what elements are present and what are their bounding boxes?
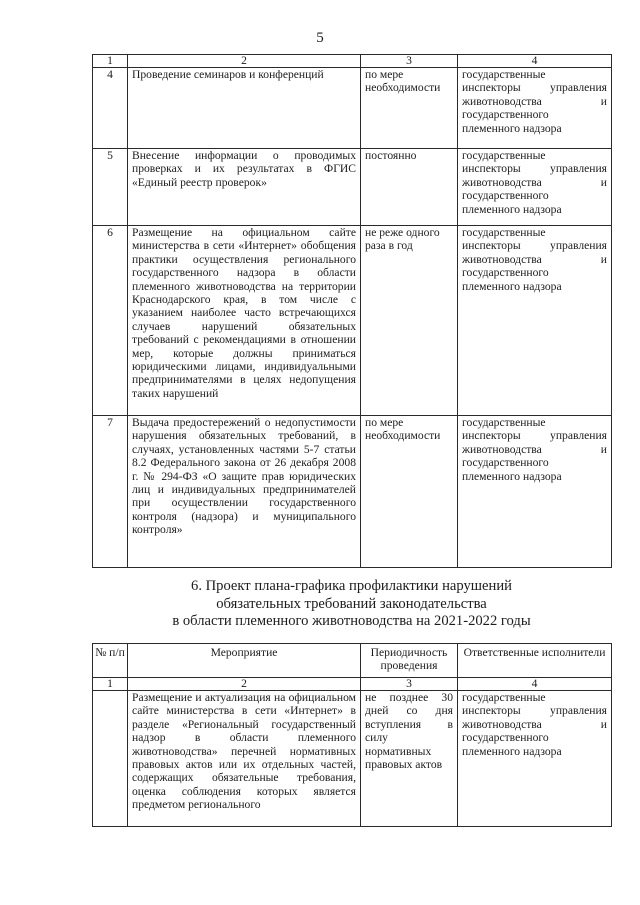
table-row: [93, 226, 612, 416]
activity-cell: Размещение на официальном сайте министерства в сети «Интернет» обобщения практики осуществления регионального государственного надзора в области племенного животноводства на территории Краснодарского края, в том числе с указанием наиболее часто встречающихся случаев нарушений обязательных требований с рекомендациями в отношении мер, которые должны приниматься юридическими лицами, индивидуальными предпринимателями в целях недопущения таких нарушений: [128, 226, 361, 416]
period-cell: постоянно: [361, 149, 458, 226]
col-header-period: Периодичность проведения: [361, 644, 458, 678]
page-number: 5: [316, 30, 324, 46]
col-header-number: № п/п: [93, 644, 128, 678]
column-numbering-row: [93, 678, 612, 691]
column-number: 2: [128, 678, 361, 691]
col-header-responsible: Ответственные исполнители: [458, 644, 612, 678]
row-number: 5: [93, 149, 128, 226]
period-cell: по мере необходимости: [361, 68, 458, 149]
col-header-activity: Мероприятие: [128, 644, 361, 678]
column-number: 3: [361, 55, 458, 68]
column-numbering-row: [93, 55, 612, 68]
column-number: 4: [458, 55, 612, 68]
responsible-cell: государственные инспекторы управления животноводства и государственного племенного надзора: [458, 416, 612, 568]
responsible-cell: государственные инспекторы управления животноводства и государственного племенного надзора: [458, 149, 612, 226]
activity-cell: Размещение и актуализация на официальном сайте министерства в сети «Интернет» в разделе «Региональный государственный надзор в области племенного животноводства» перечней нормативных правовых актов или их отдельных частей, содержащих обязательные требования, оценка соблюдения которых является предметом регионального: [128, 691, 361, 827]
table-row: [93, 691, 612, 827]
column-number: 3: [361, 678, 458, 691]
title-line: обязательных требований законодательства: [216, 595, 487, 612]
row-number: 7: [93, 416, 128, 568]
row-number: 6: [93, 226, 128, 416]
column-number: 2: [128, 55, 361, 68]
row-number: [93, 691, 128, 827]
responsible-cell: государственные инспекторы управления животноводства и государственного племенного надзора: [458, 226, 612, 416]
title-line: 6. Проект плана-графика профилактики нарушений: [191, 578, 512, 594]
activity-cell: Выдача предостережений о недопустимости нарушения обязательных требований, в случаях, установленных частями 5-7 статьи 8.2 Федерального закона от 26 декабря 2008 г. № 294-ФЗ «О защите прав юридических лиц и индивидуальных предпринимателей при осуществлении государственного контроля (надзора) и муниципального контроля»: [128, 416, 361, 568]
table-row: [93, 416, 612, 568]
prevention-schedule-table: [92, 643, 612, 827]
period-cell: не позднее 30 дней со дня вступления в силу нормативных правовых актов: [361, 691, 458, 827]
column-number: 1: [93, 55, 128, 68]
title-line: в области племенного животноводства на 2021-2022 годы: [172, 613, 531, 629]
period-cell: не реже одного раза в год: [361, 226, 458, 416]
section-6-title: [92, 578, 611, 631]
column-number: 1: [93, 678, 128, 691]
table-row: [93, 149, 612, 226]
column-number: 4: [458, 678, 612, 691]
row-number: 4: [93, 68, 128, 149]
responsible-cell: государственные инспекторы управления животноводства и государственного племенного надзора: [458, 691, 612, 827]
period-cell: по мере необходимости: [361, 416, 458, 568]
measures-table-continued: [92, 54, 612, 568]
activity-cell: Внесение информации о проводимых проверках и их результатах в ФГИС «Единый реестр проверок»: [128, 149, 361, 226]
table-row: [93, 68, 612, 149]
activity-cell: Проведение семинаров и конференций: [128, 68, 361, 149]
responsible-cell: государственные инспекторы управления животноводства и государственного племенного надзора: [458, 68, 612, 149]
header-row: [93, 644, 612, 678]
